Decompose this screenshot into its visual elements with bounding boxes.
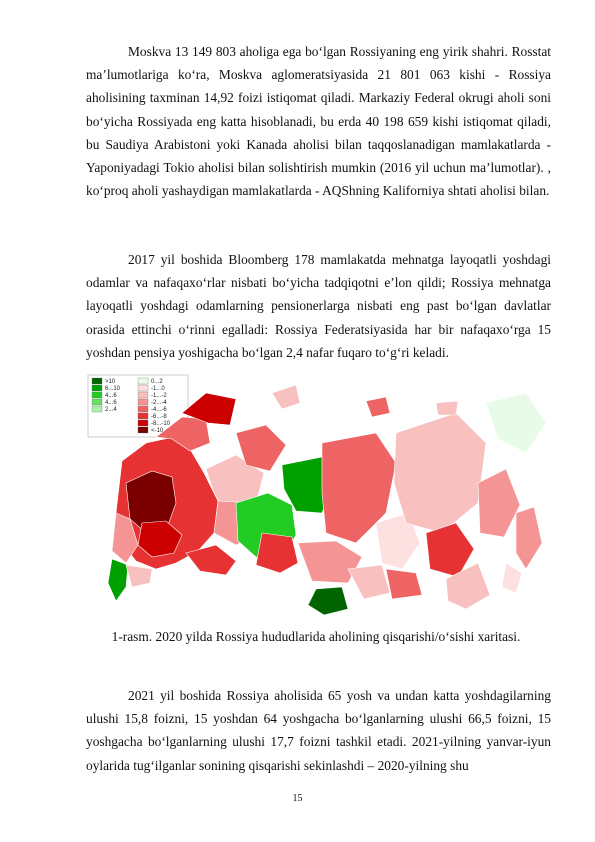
legend-red-label: <-10 xyxy=(151,428,164,434)
legend-red-swatch xyxy=(138,427,148,433)
legend-red-swatch xyxy=(138,378,148,384)
legend-green-swatch xyxy=(92,406,102,412)
legend-red-label: -6...-8 xyxy=(151,414,167,420)
paragraph-moscow-population: Moskva 13 149 803 aholiga ega bo‘lgan Rossiyaning eng yirik shahri. Rosstat ma’lumotlariga ko‘ra, Moskva aglomeratsiyasida 21 801 063 kishi - Rossiya aholisining taxminan 14,92 foizi istiqomat qiladi. Markaziy Federal okrugi aholi soni bo‘yicha Rossiyada eng katta hisoblanadi, bu erda 40 198 659 kishi istiqomat qiladi, bu Saudiya Arabistoni yoki Kanada aholisi bilan taqqoslanadigan mamlakatlarda - Yaponiyadagi Tokio aholisi bilan solishtirish mumkin (2016 yil uchun ma’lumotlar). , ko‘proq aholi yashaydigan mamlakatlarda - AQShning Kaliforniya shtati aholisi bilan. xyxy=(86,44,551,199)
legend-green-label: 2...4 xyxy=(105,407,117,413)
legend-red-swatch xyxy=(138,392,148,398)
legend-red-label: 0...2 xyxy=(151,379,163,385)
page-number: 15 xyxy=(292,793,303,804)
russia-population-map xyxy=(86,373,552,625)
legend-red-label: -1...0 xyxy=(151,386,165,392)
legend-green-swatch xyxy=(92,399,102,405)
legend-green-swatch xyxy=(92,378,102,384)
legend-green-label: 4...6 xyxy=(105,393,117,399)
legend-red-swatch xyxy=(138,385,148,391)
legend-red-swatch xyxy=(138,420,148,426)
legend-red-label: -1...-2 xyxy=(151,393,167,399)
paragraph-bloomberg-study: 2017 yil boshida Bloomberg 178 mamlakatda mehnatga layoqatli yoshdagi odamlar va nafaqaxo‘rlar nisbati bo‘yicha tadqiqotni e’lon qildi; Rossiya mehnatga layoqatli yoshdagi odamlarning pensionerlarga nisbati eng past bo‘lgan davlatlar orasida ettinchi o‘rinni egalladi: Rossiya Federatsiyasida har bir nafaqaxo‘rga 15 yoshdan pensiya yoshigacha bo‘lgan 2,4 nafar fuqaro to‘g‘ri keladi. xyxy=(86,252,551,360)
legend-red-swatch xyxy=(138,399,148,405)
legend-red-swatch xyxy=(138,413,148,419)
legend-red-label: -8...-10 xyxy=(151,421,171,427)
legend-red-swatch xyxy=(138,406,148,412)
legend-red-label: -2...-4 xyxy=(151,400,167,406)
legend-green-label: >10 xyxy=(105,379,116,385)
legend-green-label: 6...10 xyxy=(105,386,121,392)
legend-green-swatch xyxy=(92,392,102,398)
legend-red-label: -4...-6 xyxy=(151,407,167,413)
legend-green-swatch xyxy=(92,385,102,391)
figure-caption: 1-rasm. 2020 yilda Rossiya hududlarida aholining qisqarishi/o‘sishi xaritasi. xyxy=(111,629,521,644)
legend-green-label: 4...6 xyxy=(105,400,117,406)
paragraph-age-structure: 2021 yil boshida Rossiya aholisida 65 yosh va undan katta yoshdagilarning ulushi 15,8 foizni, 15 yoshdan 64 yoshgacha bo‘lganlarning ulushi 66,5 foizni, 15 yoshgacha bo‘lganlarning ulushi 17,7 foizni tashkil etadi. 2021-yilning yanvar-iyun oylarida tug‘ilganlar sonining qisqarishi sekinlashdi – 2020-yilning shu xyxy=(86,688,551,773)
